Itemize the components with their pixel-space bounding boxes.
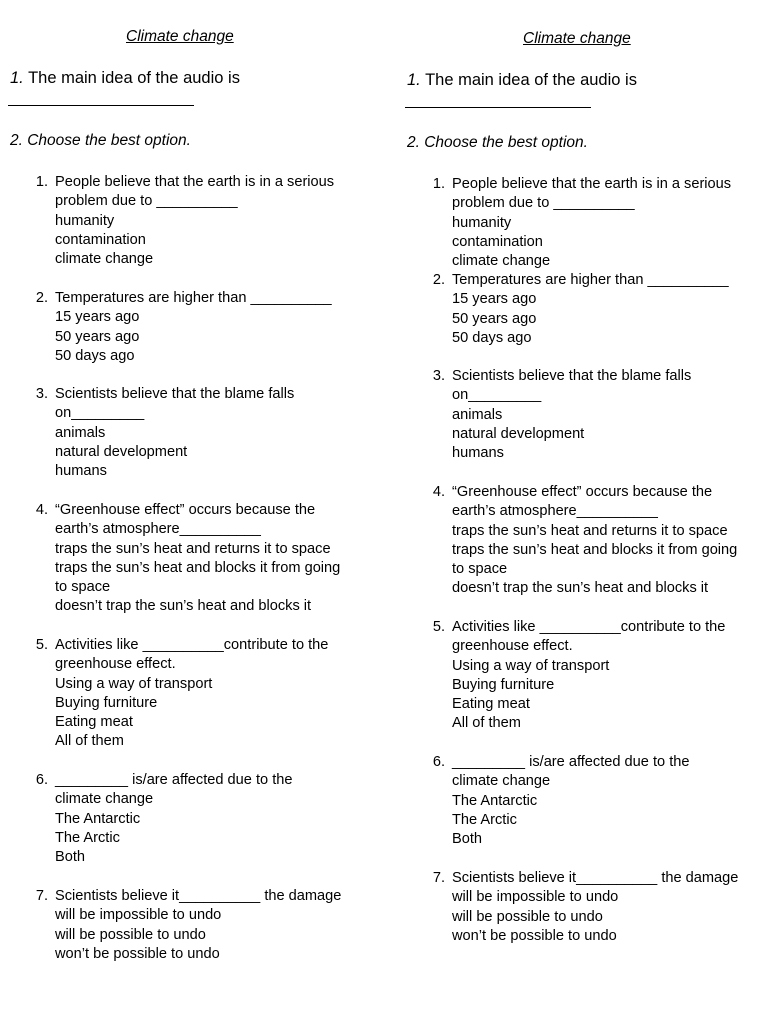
question-text: climate change xyxy=(55,791,154,808)
question-text: Scientists believe that the blame falls xyxy=(55,386,295,402)
question-number: 2. xyxy=(432,272,445,288)
option: will be impossible to undo xyxy=(55,907,222,924)
option: 15 years ago xyxy=(452,291,537,308)
question-text: Scientists believe that the blame falls xyxy=(452,368,692,384)
question-text: Scientists believe it__________ the damage xyxy=(55,888,342,904)
question-text: problem due to __________ xyxy=(452,195,635,212)
option: won’t be possible to undo xyxy=(452,927,617,944)
option: The Antarctic xyxy=(55,810,141,827)
question-text: Temperatures are higher than __________ xyxy=(55,290,332,306)
option: Buying furniture xyxy=(452,676,555,693)
option: traps the sun’s heat and blocks it from going xyxy=(452,541,738,558)
option: climate change xyxy=(452,253,551,270)
question-text: Temperatures are higher than __________ xyxy=(452,272,729,288)
question-number: 6. xyxy=(35,772,48,788)
question-text: on_________ xyxy=(55,405,145,422)
option: 50 days ago xyxy=(55,347,135,364)
option: animals xyxy=(55,424,106,441)
option: All of them xyxy=(452,715,521,732)
option: Buying furniture xyxy=(55,694,158,711)
option: Using a way of transport xyxy=(452,657,610,674)
question-text: problem due to __________ xyxy=(55,193,238,210)
question-text: _________ is/are affected due to the xyxy=(55,772,293,788)
main-idea-prompt xyxy=(407,70,637,90)
option: doesn’t trap the sun’s heat and blocks it xyxy=(55,598,312,615)
question-text: on_________ xyxy=(452,387,542,404)
option: 50 years ago xyxy=(452,310,537,327)
question-number: 3. xyxy=(432,368,445,384)
main-idea-text: The main idea of the audio is xyxy=(425,71,637,89)
option: The Arctic xyxy=(452,811,517,828)
main-idea-number: 1. xyxy=(407,71,421,89)
option: humans xyxy=(452,445,504,462)
option: climate change xyxy=(55,251,154,268)
question-text: _________ is/are affected due to the xyxy=(452,754,690,770)
option: traps the sun’s heat and returns it to space xyxy=(452,522,728,539)
question-text: “Greenhouse effect” occurs because the xyxy=(452,484,713,500)
option: The Arctic xyxy=(55,829,120,846)
option: doesn’t trap the sun’s heat and blocks it xyxy=(452,580,709,597)
option: 50 years ago xyxy=(55,328,140,345)
question-number: 5. xyxy=(35,637,48,653)
option: natural development xyxy=(452,425,585,442)
question-text: Activities like __________contribute to the xyxy=(55,637,329,653)
left-worksheet xyxy=(0,0,380,1024)
question-number: 4. xyxy=(35,502,48,518)
option: contamination xyxy=(55,231,146,248)
main-idea-number: 1. xyxy=(10,69,24,87)
option: Using a way of transport xyxy=(55,675,213,692)
option: humans xyxy=(55,463,107,480)
option: will be possible to undo xyxy=(452,908,603,925)
right-worksheet xyxy=(397,0,768,1024)
question-number: 1. xyxy=(35,174,48,190)
main-idea-text: The main idea of the audio is xyxy=(28,69,240,87)
option: 50 days ago xyxy=(452,329,532,346)
question-text: earth’s atmosphere__________ xyxy=(55,521,261,538)
option: All of them xyxy=(55,733,124,750)
question-number: 6. xyxy=(432,754,445,770)
option: Both xyxy=(55,849,86,866)
section-heading: 2. Choose the best option. xyxy=(10,132,191,149)
question-text: Scientists believe it__________ the damage xyxy=(452,870,739,886)
main-idea-answer-line xyxy=(405,107,591,108)
worksheet-title: Climate change xyxy=(126,28,234,45)
question-number: 5. xyxy=(432,619,445,635)
option: The Antarctic xyxy=(452,792,538,809)
option: natural development xyxy=(55,443,188,460)
option: humanity xyxy=(452,214,512,231)
option: contamination xyxy=(452,233,543,250)
question-number: 7. xyxy=(432,870,445,886)
question-text: Activities like __________contribute to the xyxy=(452,619,726,635)
main-idea-prompt xyxy=(10,68,240,88)
option: Eating meat xyxy=(55,714,133,731)
question-text: People believe that the earth is in a serious xyxy=(55,174,335,190)
option: to space xyxy=(452,561,508,578)
option: to space xyxy=(55,579,111,596)
option: will be impossible to undo xyxy=(452,889,619,906)
question-number: 2. xyxy=(35,290,48,306)
question-text: “Greenhouse effect” occurs because the xyxy=(55,502,316,518)
option: traps the sun’s heat and blocks it from going xyxy=(55,559,341,576)
question-text: People believe that the earth is in a serious xyxy=(452,176,732,192)
question-number: 7. xyxy=(35,888,48,904)
option: won’t be possible to undo xyxy=(55,945,220,962)
question-number: 4. xyxy=(432,484,445,500)
section-heading: 2. Choose the best option. xyxy=(407,134,588,151)
option: 15 years ago xyxy=(55,309,140,326)
option: animals xyxy=(452,406,503,423)
question-text: climate change xyxy=(452,773,551,790)
option: traps the sun’s heat and returns it to space xyxy=(55,540,331,557)
question-text: earth’s atmosphere__________ xyxy=(452,503,658,520)
option: Eating meat xyxy=(452,696,530,713)
option: Both xyxy=(452,831,483,848)
question-number: 3. xyxy=(35,386,48,402)
option: humanity xyxy=(55,212,115,229)
worksheet-title: Climate change xyxy=(523,30,631,47)
option: will be possible to undo xyxy=(55,926,206,943)
question-text: greenhouse effect. xyxy=(55,656,176,673)
main-idea-answer-line xyxy=(8,105,194,106)
question-text: greenhouse effect. xyxy=(452,638,573,655)
question-number: 1. xyxy=(432,176,445,192)
